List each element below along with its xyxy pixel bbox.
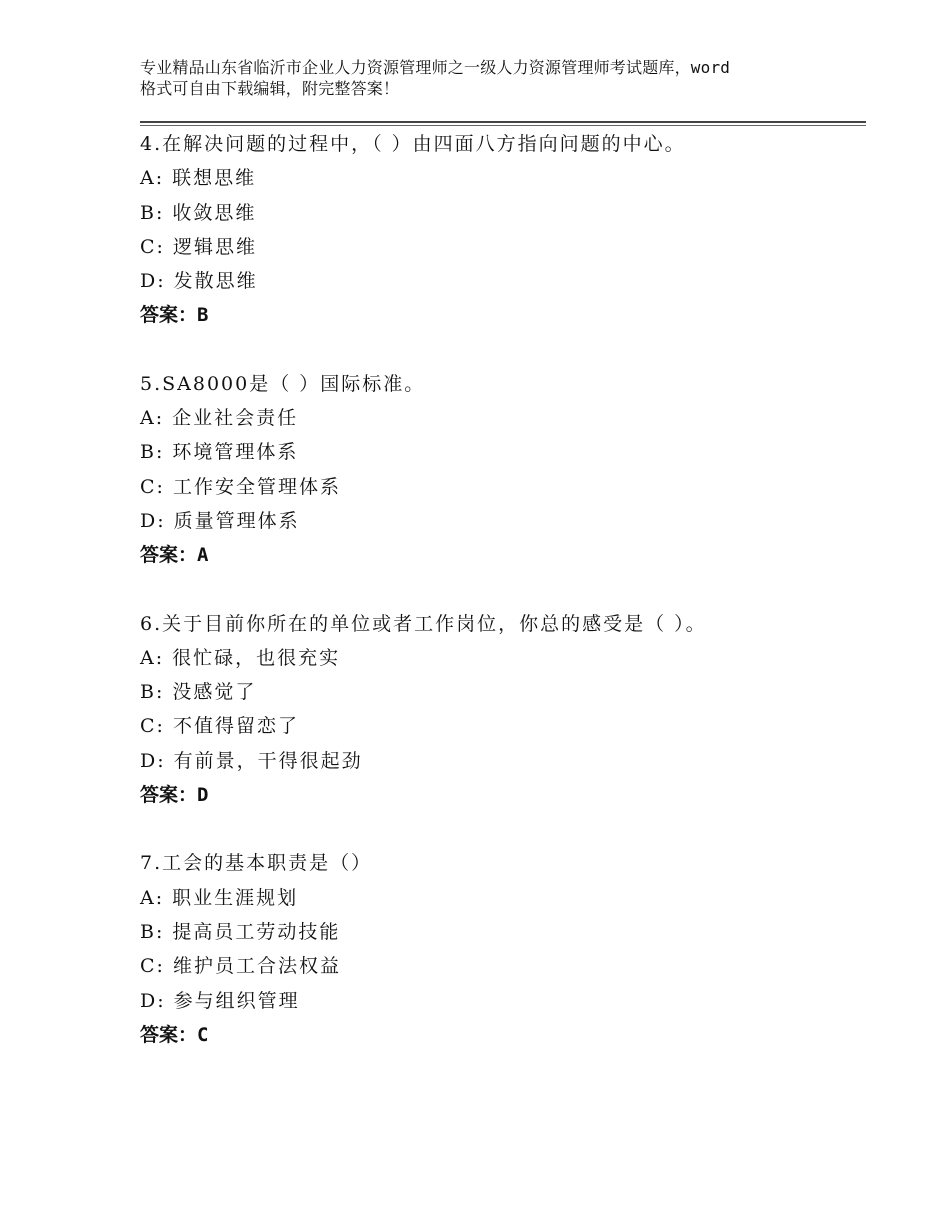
header-line-2: 格式可自由下载编辑，附完整答案！ <box>140 79 400 98</box>
option-d: D: 发散思维 <box>140 270 258 293</box>
option-d: D: 有前景，干得很起劲 <box>140 749 363 772</box>
header-line-1: 专业精品山东省临沂市企业人力资源管理师之一级人力资源管理师考试题库，word <box>140 58 731 77</box>
answer-line: 答案：D <box>140 784 209 807</box>
question-stem: 7.工会的基本职责是（） <box>140 852 373 875</box>
question-stem: 5.SA8000是（ ）国际标准。 <box>140 372 426 395</box>
question-block <box>140 127 866 333</box>
answer-line: 答案：C <box>140 1023 209 1046</box>
question-block <box>140 367 866 573</box>
option-b: B: 收敛思维 <box>140 201 257 224</box>
header-divider-thin <box>140 125 866 126</box>
question-block <box>140 607 866 813</box>
option-a: A: 企业社会责任 <box>140 407 299 430</box>
question-stem: 4.在解决问题的过程中，（ ）由四面八方指向问题的中心。 <box>140 133 686 155</box>
question-list <box>140 127 866 1086</box>
option-c: C: 逻辑思维 <box>140 235 257 258</box>
answer-line: 答案：A <box>140 544 209 567</box>
document-header <box>140 57 830 99</box>
option-a: A: 很忙碌，也很充实 <box>140 646 341 669</box>
option-a: A: 联想思维 <box>140 167 257 190</box>
option-c: C: 不值得留恋了 <box>140 715 299 738</box>
option-a: A: 职业生涯规划 <box>140 886 299 909</box>
question-stem: 6.关于目前你所在的单位或者工作岗位，你总的感受是（ ）。 <box>140 612 707 635</box>
answer-line: 答案：B <box>140 304 209 327</box>
option-d: D: 质量管理体系 <box>140 509 300 532</box>
option-b: B: 环境管理体系 <box>140 441 299 464</box>
option-c: C: 工作安全管理体系 <box>140 475 341 498</box>
option-b: B: 提高员工劳动技能 <box>140 920 341 943</box>
question-block <box>140 846 866 1052</box>
option-c: C: 维护员工合法权益 <box>140 955 341 978</box>
header-divider <box>140 121 866 123</box>
option-b: B: 没感觉了 <box>140 681 257 704</box>
option-d: D: 参与组织管理 <box>140 989 300 1012</box>
